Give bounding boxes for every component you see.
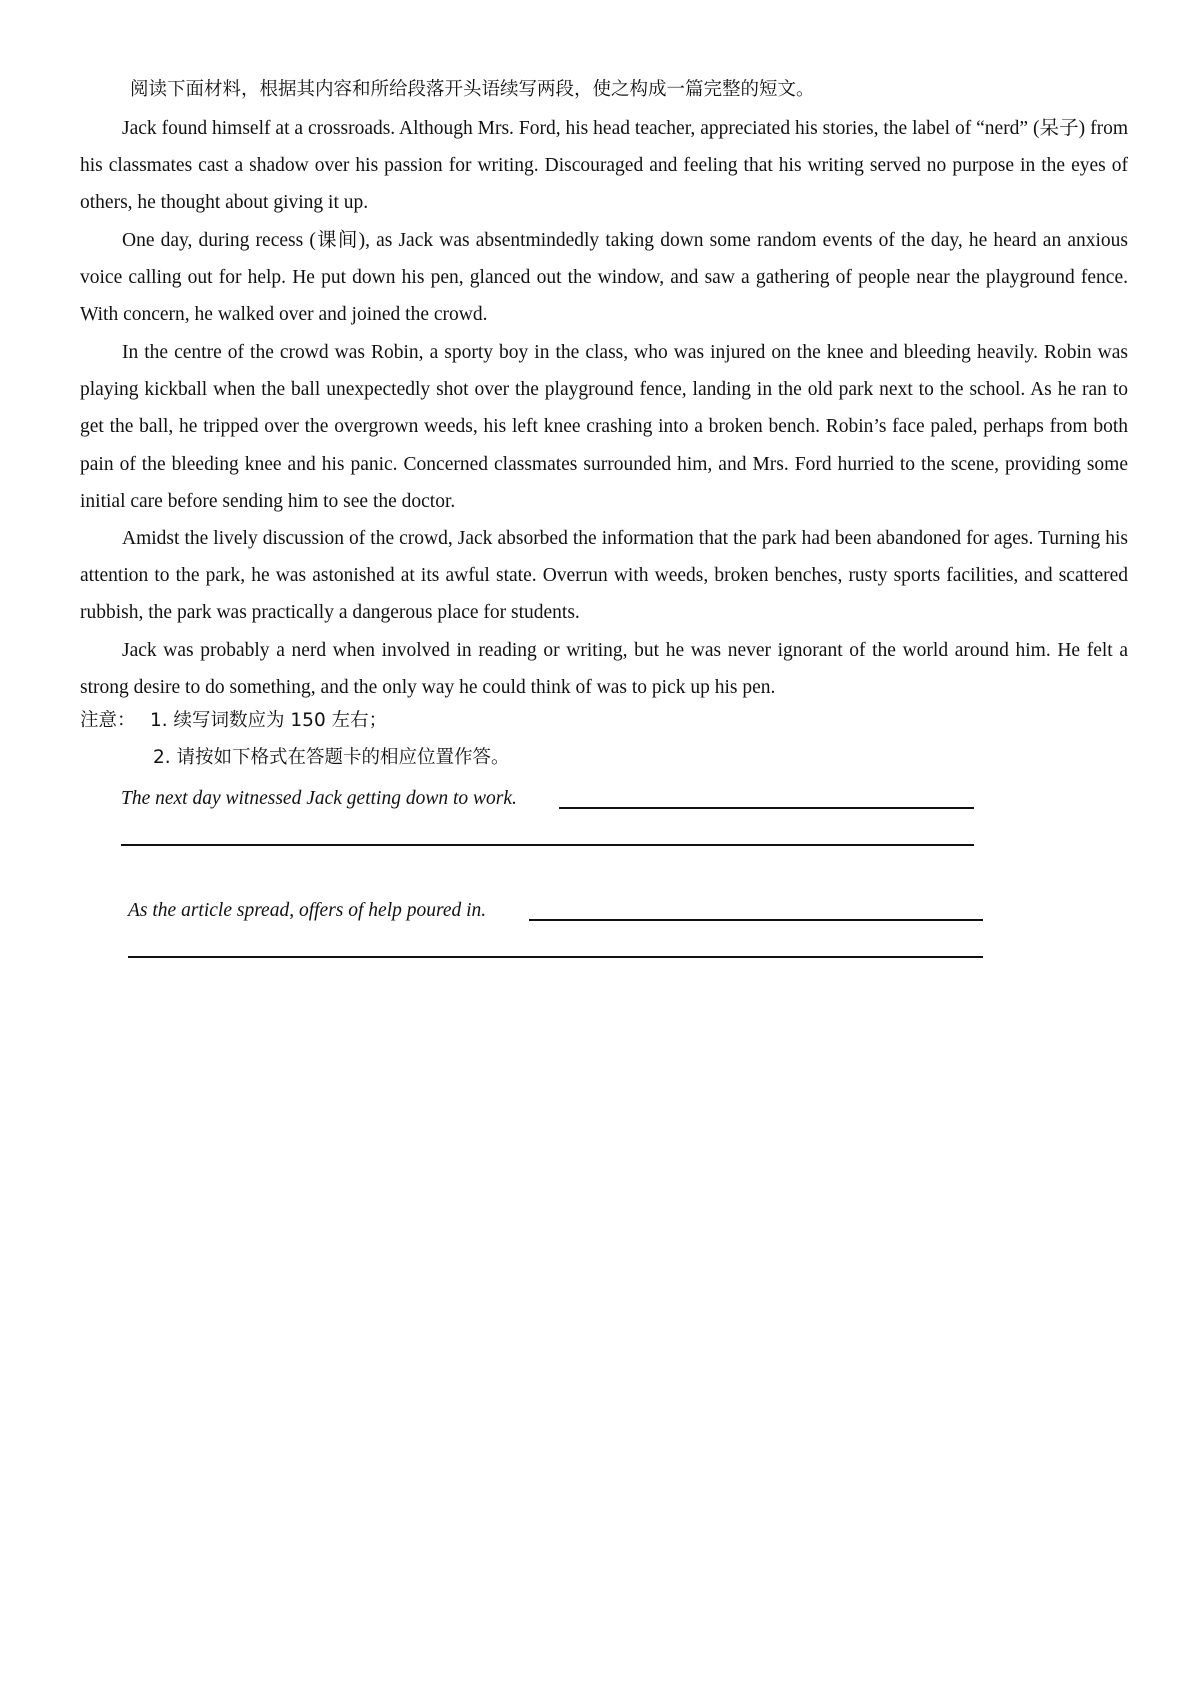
passage-paragraph-3: In the centre of the crowd was Robin, a sporty boy in the class, who was injured on the knee and bleeding heavily. Robin was playing kickball when the ball unexpectedly shot over the playground fence, landing in the old park next to the school. As he ran to get the ball, he tripped over the overgrown weeds, his left knee crashing into a broken bench. Robin’s face paled, perhaps from both pain of the bleeding knee and his panic. Concerned classmates surrounded him, and Mrs. Ford hurried to the scene, providing some initial care before sending him to see the doctor.	[80, 342, 1128, 512]
continuation-prompt-2: As the article spread, offers of help poured in.	[128, 900, 487, 921]
answer-line	[559, 807, 974, 809]
passage-paragraph-4: Amidst the lively discussion of the crowd, Jack absorbed the information that the park had been abandoned for ages. Turning his attention to the park, he was astonished at its awful state. Overrun with weeds, broken benches, rusty sports facilities, and scattered rubbish, the park was practically a dangerous place for students.	[80, 528, 1128, 624]
note-answer-format: 2. 请按如下格式在答题卡的相应位置作答。	[153, 747, 510, 768]
passage-paragraph-1: Jack found himself at a crossroads. Although Mrs. Ford, his head teacher, appreciated his stories, the label of “nerd” (呆子) from his classmates cast a shadow over his passion for writing. Discouraged and feeling that his writing served no purpose in the eyes of others, he thought about giving it up.	[80, 118, 1128, 214]
note-word-count: 1. 续写词数应为 150 左右；	[150, 710, 388, 731]
answer-line	[529, 919, 983, 921]
answer-line	[128, 956, 983, 958]
notes-label: 注意：	[80, 710, 136, 731]
answer-line	[121, 844, 974, 846]
continuation-prompt-1: The next day witnessed Jack getting down to work.	[121, 788, 517, 809]
task-instruction: 阅读下面材料，根据其内容和所给段落开头语续写两段，使之构成一篇完整的短文。	[130, 79, 815, 100]
passage-paragraph-2: One day, during recess (课间), as Jack was absentmindedly taking down some random events of the day, he heard an anxious voice calling out for help. He put down his pen, glanced out the window, and saw a gathering of people near the playground fence. With concern, he walked over and joined the crowd.	[80, 230, 1128, 326]
passage-paragraph-5: Jack was probably a nerd when involved in reading or writing, but he was never ignorant of the world around him. He felt a strong desire to do something, and the only way he could think of was to pick up his pen.	[80, 640, 1128, 699]
